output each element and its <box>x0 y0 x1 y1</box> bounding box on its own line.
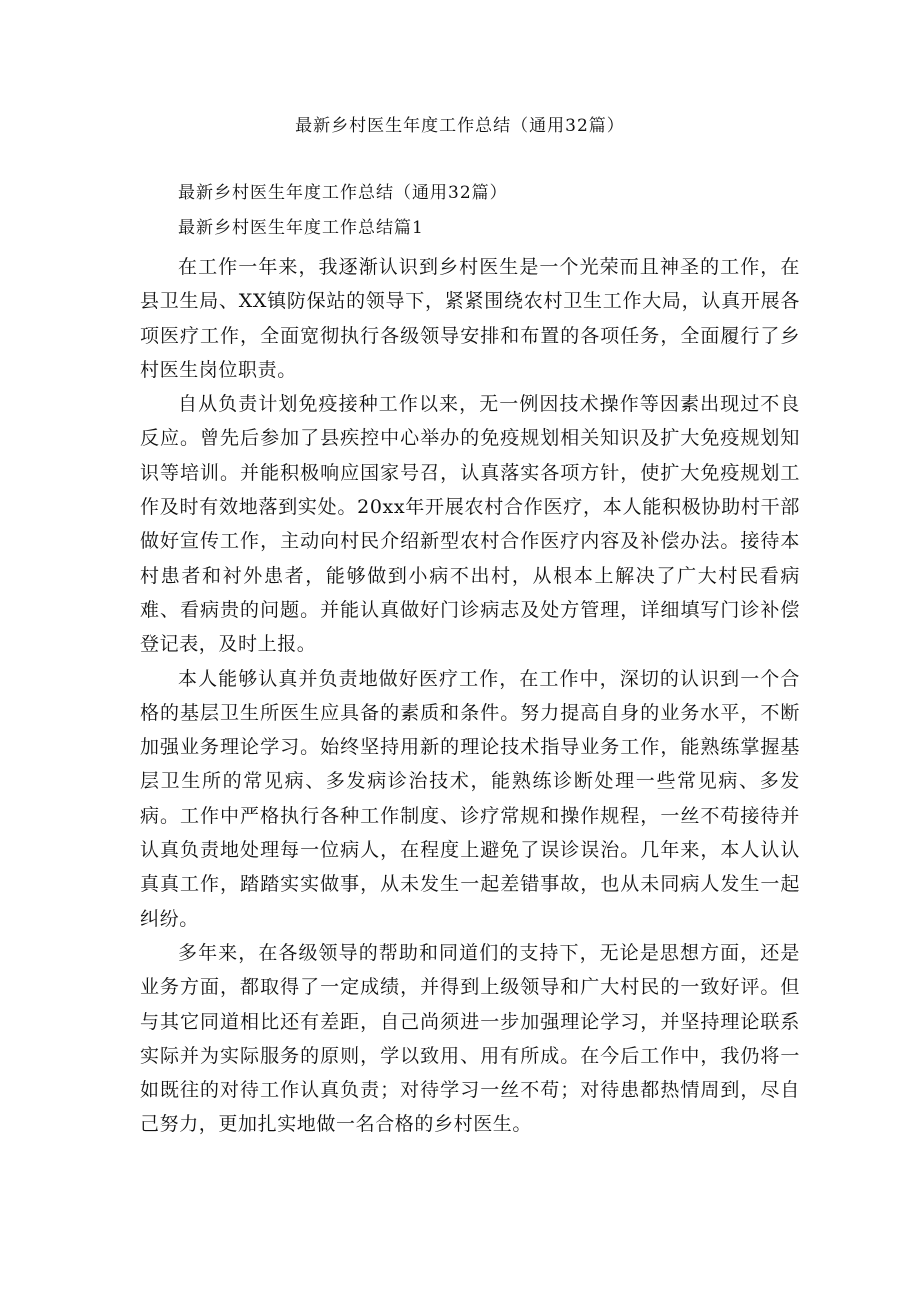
document-body <box>140 250 800 1142</box>
document-subtitle: 最新乡村医生年度工作总结（通用32篇） <box>178 183 508 203</box>
section-heading: 最新乡村医生年度工作总结篇1 <box>178 218 424 238</box>
paragraph-2: 自从负责计划免疫接种工作以来，无一例因技术操作等因素出现过不良反应。曾先后参加了县疾控中心举办的免疫规划相关知识及扩大免疫规划知识等培训。并能积极响应国家号召，认真落实各项方针，使扩大免疫规划工作及时有效地落到实处。20xx年开展农村合作医疗，本人能积极协助村干部做好宣传工作，主动向村民介绍新型农村合作医疗内容及补偿办法。接待本村患者和衬外患者，能够做到小病不出村，从根本上解决了广大村民看病难、看病贵的问题。并能认真做好门诊病志及处方管理，详细填写门诊补偿登记表，及时上报。 <box>140 393 800 656</box>
paragraph-3: 本人能够认真并负责地做好医疗工作，在工作中，深切的认识到一个合格的基层卫生所医生应具备的素质和条件。努力提高自身的业务水平，不断加强业务理论学习。始终坚持用新的理论技术指导业务工作，能熟练掌握基层卫生所的常见病、多发病诊治技术，能熟练诊断处理一些常见病、多发病。工作中严格执行各种工作制度、诊疗常规和操作规程，一丝不苟接待并认真负责地处理每一位病人，在程度上避免了误诊误治。几年来，本人认认真真工作，踏踏实实做事，从未发生一起差错事故，也从未同病人发生一起纠纷。 <box>140 667 800 930</box>
paragraph-4: 多年来，在各级领导的帮助和同道们的支持下，无论是思想方面，还是业务方面，都取得了一定成绩，并得到上级领导和广大村民的一致好评。但与其它同道相比还有差距，自己尚须进一步加强理论学习，并坚持理论联系实际并为实际服务的原则，学以致用、用有所成。在今后工作中，我仍将一如既往的对待工作认真负责；对待学习一丝不苟；对待患都热情周到，尽自己努力，更加扎实地做一名合格的乡村医生。 <box>140 941 800 1136</box>
paragraph-1: 在工作一年来，我逐渐认识到乡村医生是一个光荣而且神圣的工作，在县卫生局、XX镇防保站的领导下，紧紧围绕农村卫生工作大局，认真开展各项医疗工作，全面宽彻执行各级领导安排和布置的各项任务，全面履行了乡村医生岗位职责。 <box>140 256 800 381</box>
document-title: 最新乡村医生年度工作总结（通用32篇） <box>295 116 625 136</box>
